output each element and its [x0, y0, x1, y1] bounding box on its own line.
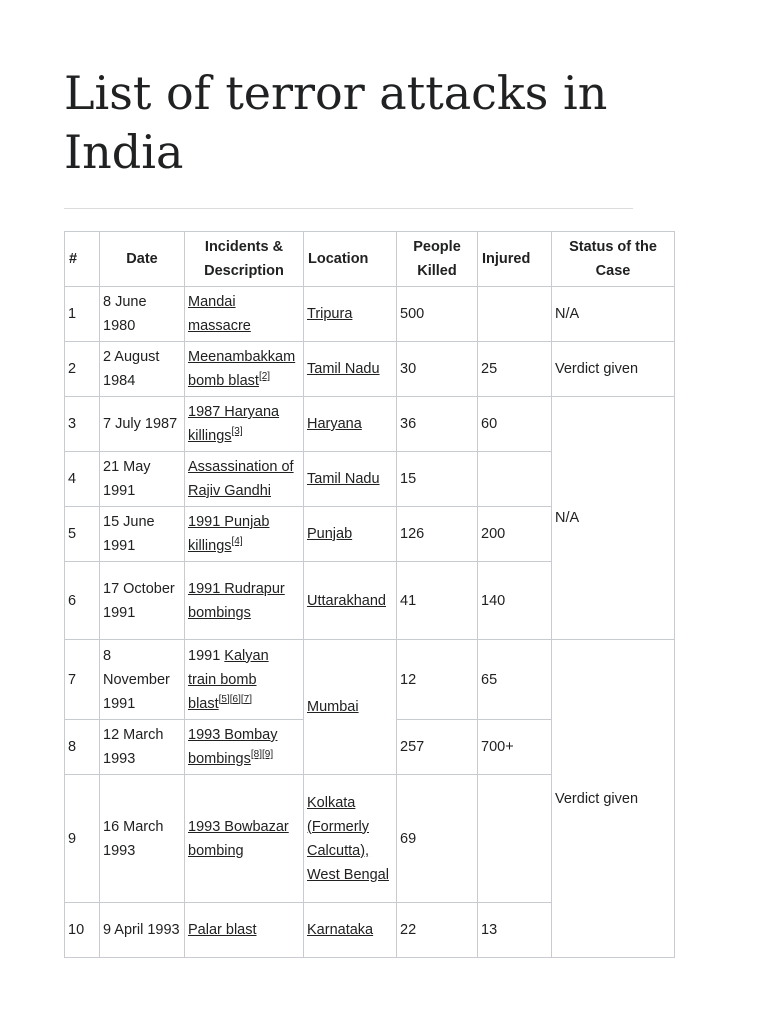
cell-num: 6 [65, 562, 100, 640]
citation-link[interactable]: [4] [231, 536, 243, 548]
cell-incident [185, 507, 304, 562]
cell-num: 9 [65, 775, 100, 903]
citation-link[interactable]: [8][9] [250, 749, 274, 761]
location-link[interactable]: Haryana [307, 416, 362, 432]
cell-killed: 257 [397, 720, 478, 775]
incident-link[interactable]: Mandai massacre [188, 294, 251, 334]
incident-link[interactable]: 1987 Haryana killings [188, 404, 280, 444]
location-link[interactable]: Mumbai [307, 699, 359, 715]
table-row [65, 342, 675, 397]
incident-link[interactable]: Meenambakkam bomb blast [188, 349, 296, 389]
cell-incident [185, 397, 304, 452]
cell-date: 12 March 1993 [100, 720, 185, 775]
cell-date: 8 June 1980 [100, 287, 185, 342]
location-link[interactable]: Punjab [307, 526, 353, 542]
header-num: # [65, 232, 100, 287]
cell-killed: 500 [397, 287, 478, 342]
incident-link[interactable]: 1993 Bowbazar bombing [188, 818, 289, 859]
cell-injured: 700+ [478, 720, 552, 775]
header-incident: Incidents & Description [185, 232, 304, 287]
terror-attacks-table [64, 231, 675, 958]
cell-date: 2 August 1984 [100, 342, 185, 397]
cell-location [304, 507, 397, 562]
table-viewport[interactable] [64, 231, 657, 971]
cell-num: 10 [65, 903, 100, 958]
cell-injured [478, 287, 552, 342]
cell-location [304, 287, 397, 342]
location-link[interactable]: Tamil Nadu [307, 471, 380, 487]
cell-incident [185, 640, 304, 720]
cell-incident [185, 903, 304, 958]
incident-link[interactable]: 1993 Bombay bombings [188, 727, 278, 767]
cell-date: 21 May 1991 [100, 452, 185, 507]
cell-injured: 60 [478, 397, 552, 452]
page-title: List of terror attacks in India [64, 66, 608, 179]
cell-incident [185, 720, 304, 775]
cell-killed: 30 [397, 342, 478, 397]
cell-killed: 15 [397, 452, 478, 507]
cell-status: N/A [552, 287, 675, 342]
cell-status-merged: Verdict given [552, 640, 675, 958]
cell-location [304, 775, 397, 903]
incident-link[interactable]: 1991 Rudrapur bombings [188, 580, 285, 621]
cell-injured: 65 [478, 640, 552, 720]
cell-location [304, 452, 397, 507]
cell-date: 17 October 1991 [100, 562, 185, 640]
cell-location-merged [304, 640, 397, 775]
cell-killed: 69 [397, 775, 478, 903]
cell-num: 7 [65, 640, 100, 720]
header-date: Date [100, 232, 185, 287]
citation-link[interactable]: [5][6][7] [218, 693, 252, 705]
incident-link[interactable]: 1991 Punjab killings [188, 514, 270, 554]
cell-status-merged: N/A [552, 397, 675, 640]
header-injured: Injured [478, 232, 552, 287]
cell-date: 8 November 1991 [100, 640, 185, 720]
cell-incident [185, 287, 304, 342]
location-link[interactable]: Uttarakhand [307, 592, 386, 609]
table-row [65, 287, 675, 342]
table-row [65, 397, 675, 452]
cell-injured: 13 [478, 903, 552, 958]
cell-incident [185, 562, 304, 640]
cell-date: 16 March 1993 [100, 775, 185, 903]
cell-injured: 140 [478, 562, 552, 640]
cell-num: 1 [65, 287, 100, 342]
cell-location [304, 397, 397, 452]
cell-date: 15 June 1991 [100, 507, 185, 562]
cell-num: 2 [65, 342, 100, 397]
cell-killed: 12 [397, 640, 478, 720]
cell-injured [478, 452, 552, 507]
location-link[interactable]: Kolkata (Formerly Calcutta), West Bengal [307, 794, 389, 883]
cell-incident [185, 452, 304, 507]
incident-prefix: 1991 [188, 647, 221, 664]
cell-num: 3 [65, 397, 100, 452]
cell-injured: 200 [478, 507, 552, 562]
citation-link[interactable]: [2] [258, 371, 271, 383]
cell-killed: 22 [397, 903, 478, 958]
table-row [65, 640, 675, 720]
header-location: Location [304, 232, 397, 287]
title-divider [64, 208, 633, 209]
cell-num: 4 [65, 452, 100, 507]
cell-incident [185, 342, 304, 397]
cell-incident [185, 775, 304, 903]
cell-killed: 36 [397, 397, 478, 452]
cell-killed: 126 [397, 507, 478, 562]
location-link[interactable]: Karnataka [307, 922, 374, 938]
incident-link[interactable]: Kalyan train bomb blast [188, 647, 269, 712]
cell-killed: 41 [397, 562, 478, 640]
cell-status: Verdict given [552, 342, 675, 397]
cell-location [304, 562, 397, 640]
cell-injured [478, 775, 552, 903]
location-link[interactable]: Tripura [307, 306, 353, 322]
table-header-row [65, 232, 675, 287]
cell-num: 8 [65, 720, 100, 775]
citation-link[interactable]: [3] [231, 426, 243, 438]
cell-location [304, 342, 397, 397]
incident-link[interactable]: Palar blast [188, 922, 257, 938]
header-killed: People Killed [397, 232, 478, 287]
header-status: Status of the Case [552, 232, 675, 287]
cell-date: 9 April 1993 [100, 903, 185, 958]
cell-injured: 25 [478, 342, 552, 397]
location-link[interactable]: Tamil Nadu [307, 361, 380, 377]
incident-link[interactable]: Assassination of Rajiv Gandhi [188, 459, 294, 499]
cell-num: 5 [65, 507, 100, 562]
cell-date: 7 July 1987 [100, 397, 185, 452]
cell-location [304, 903, 397, 958]
